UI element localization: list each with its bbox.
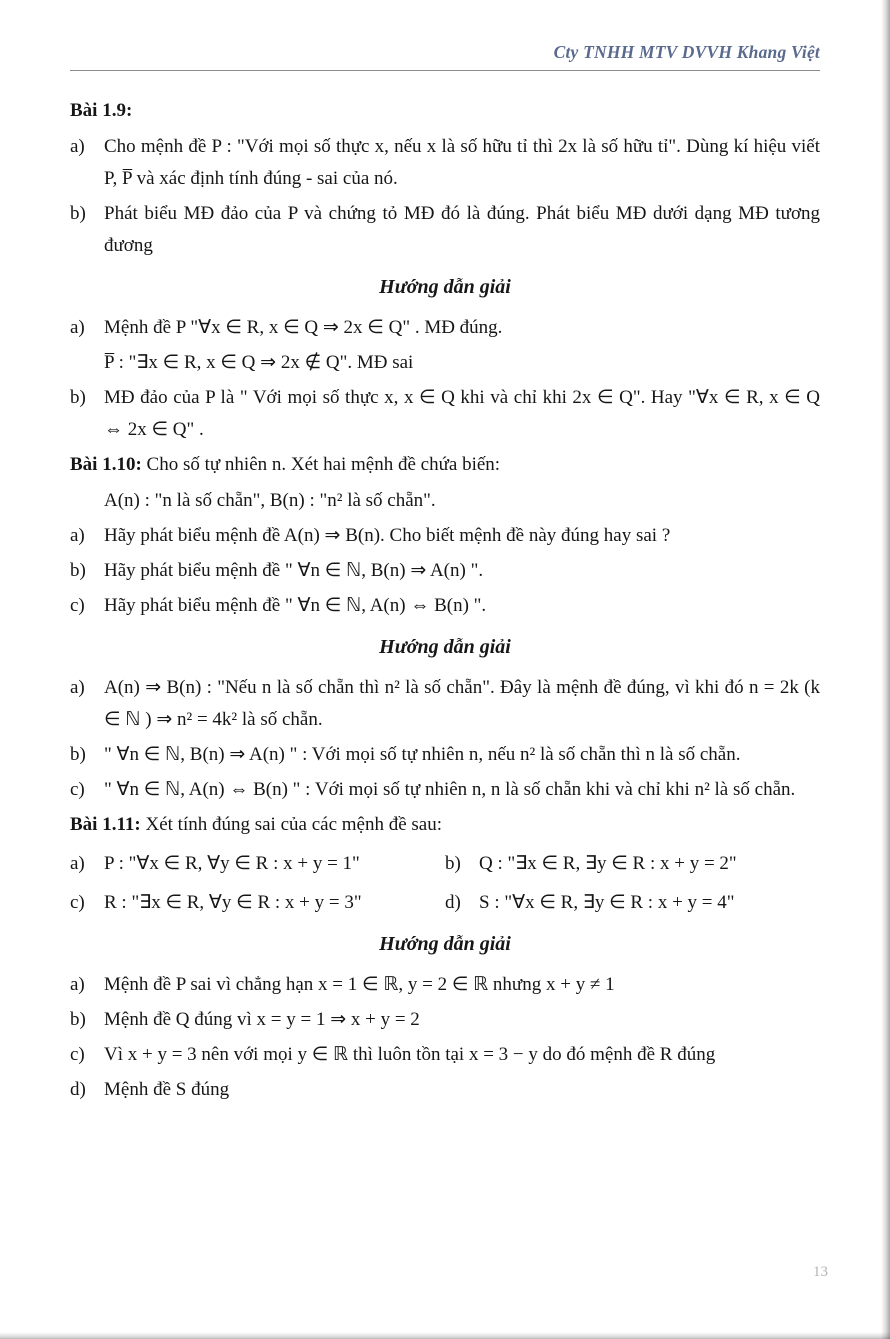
- exercise-intro: Xét tính đúng sai của các mệnh đề sau:: [140, 814, 442, 835]
- exercise-label: Bài 1.11:: [70, 814, 141, 835]
- item-marker: b): [70, 744, 86, 765]
- exercise-1-10-item-a: [70, 520, 820, 552]
- page-body: [70, 95, 820, 1106]
- publisher-name: Cty TNHH MTV DVVH Khang Việt: [553, 42, 820, 62]
- item-text: Mệnh đề S đúng: [104, 1079, 230, 1100]
- item-text: P : "∀x ∈ R, ∀y ∈ R : x + y = 1": [104, 853, 360, 874]
- item-text: Mệnh đề P sai vì chẳng hạn x = 1 ∈ ℝ, y = 2 ∈ ℝ nhưng x + y ≠ 1: [104, 974, 615, 995]
- solution-1-11-item-a: [70, 969, 820, 1001]
- solution-heading-1: Hướng dẫn giải: [379, 276, 511, 298]
- item-text: Mệnh đề P "∀x ∈ R, x ∈ Q ⇒ 2x ∈ Q" . MĐ đúng.: [104, 317, 503, 338]
- item-marker: c): [70, 892, 85, 913]
- exercise-1-9-heading: Bài 1.9:: [70, 100, 133, 121]
- item-text: Phát biểu MĐ đảo của P và chứng tỏ MĐ đó là đúng. Phát biểu MĐ dưới dạng MĐ tương đương: [104, 203, 820, 256]
- item-marker: b): [70, 387, 86, 408]
- item-marker: c): [70, 779, 85, 800]
- item-text: Cho mệnh đề P : "Với mọi số thực x, nếu x là số hữu tỉ thì 2x là số hữu tỉ". Dùng kí hiệu viết P, P̅ và xác định tính đúng - sai của nó.: [104, 136, 820, 189]
- item-marker: a): [70, 853, 85, 874]
- exercise-1-11-row-2: [70, 887, 820, 919]
- exercise-1-10-definitions: A(n) : "n là số chẵn", B(n) : "n² là số chẵn".: [104, 490, 436, 511]
- item-text: Q : "∃x ∈ R, ∃y ∈ R : x + y = 2": [479, 853, 737, 874]
- exercise-1-9-item-b: [70, 198, 820, 262]
- solution-1-10-item-a: [70, 672, 820, 736]
- solution-heading-2: Hướng dẫn giải: [379, 636, 511, 658]
- exercise-1-10-heading: [70, 449, 820, 481]
- exercise-intro: Cho số tự nhiên n. Xét hai mệnh đề chứa biến:: [141, 454, 501, 475]
- item-text: " ∀n ∈ ℕ, A(n) ⇔ B(n) " : Với mọi số tự nhiên n, n là số chẵn khi và chỉ khi n² là số chẵn.: [104, 779, 796, 800]
- item-text: R : "∃x ∈ R, ∀y ∈ R : x + y = 3": [104, 892, 362, 913]
- statement-c: [70, 887, 445, 919]
- exercise-1-11-row-1: [70, 848, 820, 880]
- statement-d: [445, 887, 820, 919]
- item-marker: b): [70, 560, 86, 581]
- item-marker: c): [70, 1044, 85, 1065]
- item-text: Mệnh đề Q đúng vì x = y = 1 ⇒ x + y = 2: [104, 1009, 420, 1030]
- item-text: S : "∀x ∈ R, ∃y ∈ R : x + y = 4": [479, 892, 735, 913]
- item-marker: b): [445, 853, 461, 874]
- item-text: Hãy phát biểu mệnh đề " ∀n ∈ ℕ, B(n) ⇒ A(n) ".: [104, 560, 484, 581]
- exercise-1-9-item-a: [70, 131, 820, 195]
- scan-edge-right: [881, 0, 890, 1339]
- exercise-1-11-heading: [70, 809, 820, 841]
- exercise-1-10-item-b: [70, 555, 820, 587]
- item-marker: a): [70, 525, 85, 546]
- item-marker: a): [70, 317, 85, 338]
- scan-edge-bottom: [0, 1332, 890, 1339]
- item-marker: d): [445, 892, 461, 913]
- statement-b: [445, 848, 820, 880]
- item-text: Vì x + y = 3 nên với mọi y ∈ ℝ thì luôn tồn tại x = 3 − y do đó mệnh đề R đúng: [104, 1044, 716, 1065]
- item-marker: b): [70, 1009, 86, 1030]
- solution-1-11-item-c: [70, 1039, 820, 1071]
- solution-1-10-item-b: [70, 739, 820, 771]
- item-marker: c): [70, 595, 85, 616]
- item-marker: a): [70, 974, 85, 995]
- item-text: MĐ đảo của P là " Với mọi số thực x, x ∈ Q khi và chỉ khi 2x ∈ Q". Hay "∀x ∈ R, x ∈ Q ⇔ 2x ∈ Q" .: [104, 387, 820, 440]
- item-marker: b): [70, 203, 86, 224]
- item-marker: a): [70, 677, 85, 698]
- header-rule: [70, 70, 820, 71]
- item-marker: [70, 347, 104, 379]
- item-text: P̅ : "∃x ∈ R, x ∈ Q ⇒ 2x ∉ Q". MĐ sai: [104, 352, 414, 373]
- item-text: Hãy phát biểu mệnh đề A(n) ⇒ B(n). Cho biết mệnh đề này đúng hay sai ?: [104, 525, 671, 546]
- item-marker: a): [70, 136, 85, 157]
- solution-heading-3: Hướng dẫn giải: [379, 933, 511, 955]
- item-text: A(n) ⇒ B(n) : "Nếu n là số chẵn thì n² là số chẵn". Đây là mệnh đề đúng, vì khi đó n = 2k (k ∈ ℕ ) ⇒ n² = 4k² là số chẵn.: [104, 677, 820, 730]
- solution-1-10-item-c: [70, 774, 820, 806]
- page-header: [70, 42, 820, 71]
- item-text: " ∀n ∈ ℕ, B(n) ⇒ A(n) " : Với mọi số tự nhiên n, nếu n² là số chẵn thì n là số chẵn.: [104, 744, 741, 765]
- page-number: 13: [813, 1264, 828, 1280]
- solution-1-9-pbar-line: [70, 347, 820, 379]
- solution-1-9-item-a: [70, 312, 820, 344]
- exercise-label: Bài 1.10:: [70, 454, 142, 475]
- statement-a: [70, 848, 445, 880]
- solution-1-11-item-b: [70, 1004, 820, 1036]
- exercise-1-10-item-c: [70, 590, 820, 622]
- solution-1-11-item-d: [70, 1074, 820, 1106]
- item-marker: d): [70, 1079, 86, 1100]
- solution-1-9-item-b: [70, 382, 820, 446]
- item-text: Hãy phát biểu mệnh đề " ∀n ∈ ℕ, A(n) ⇔ B(n) ".: [104, 595, 487, 616]
